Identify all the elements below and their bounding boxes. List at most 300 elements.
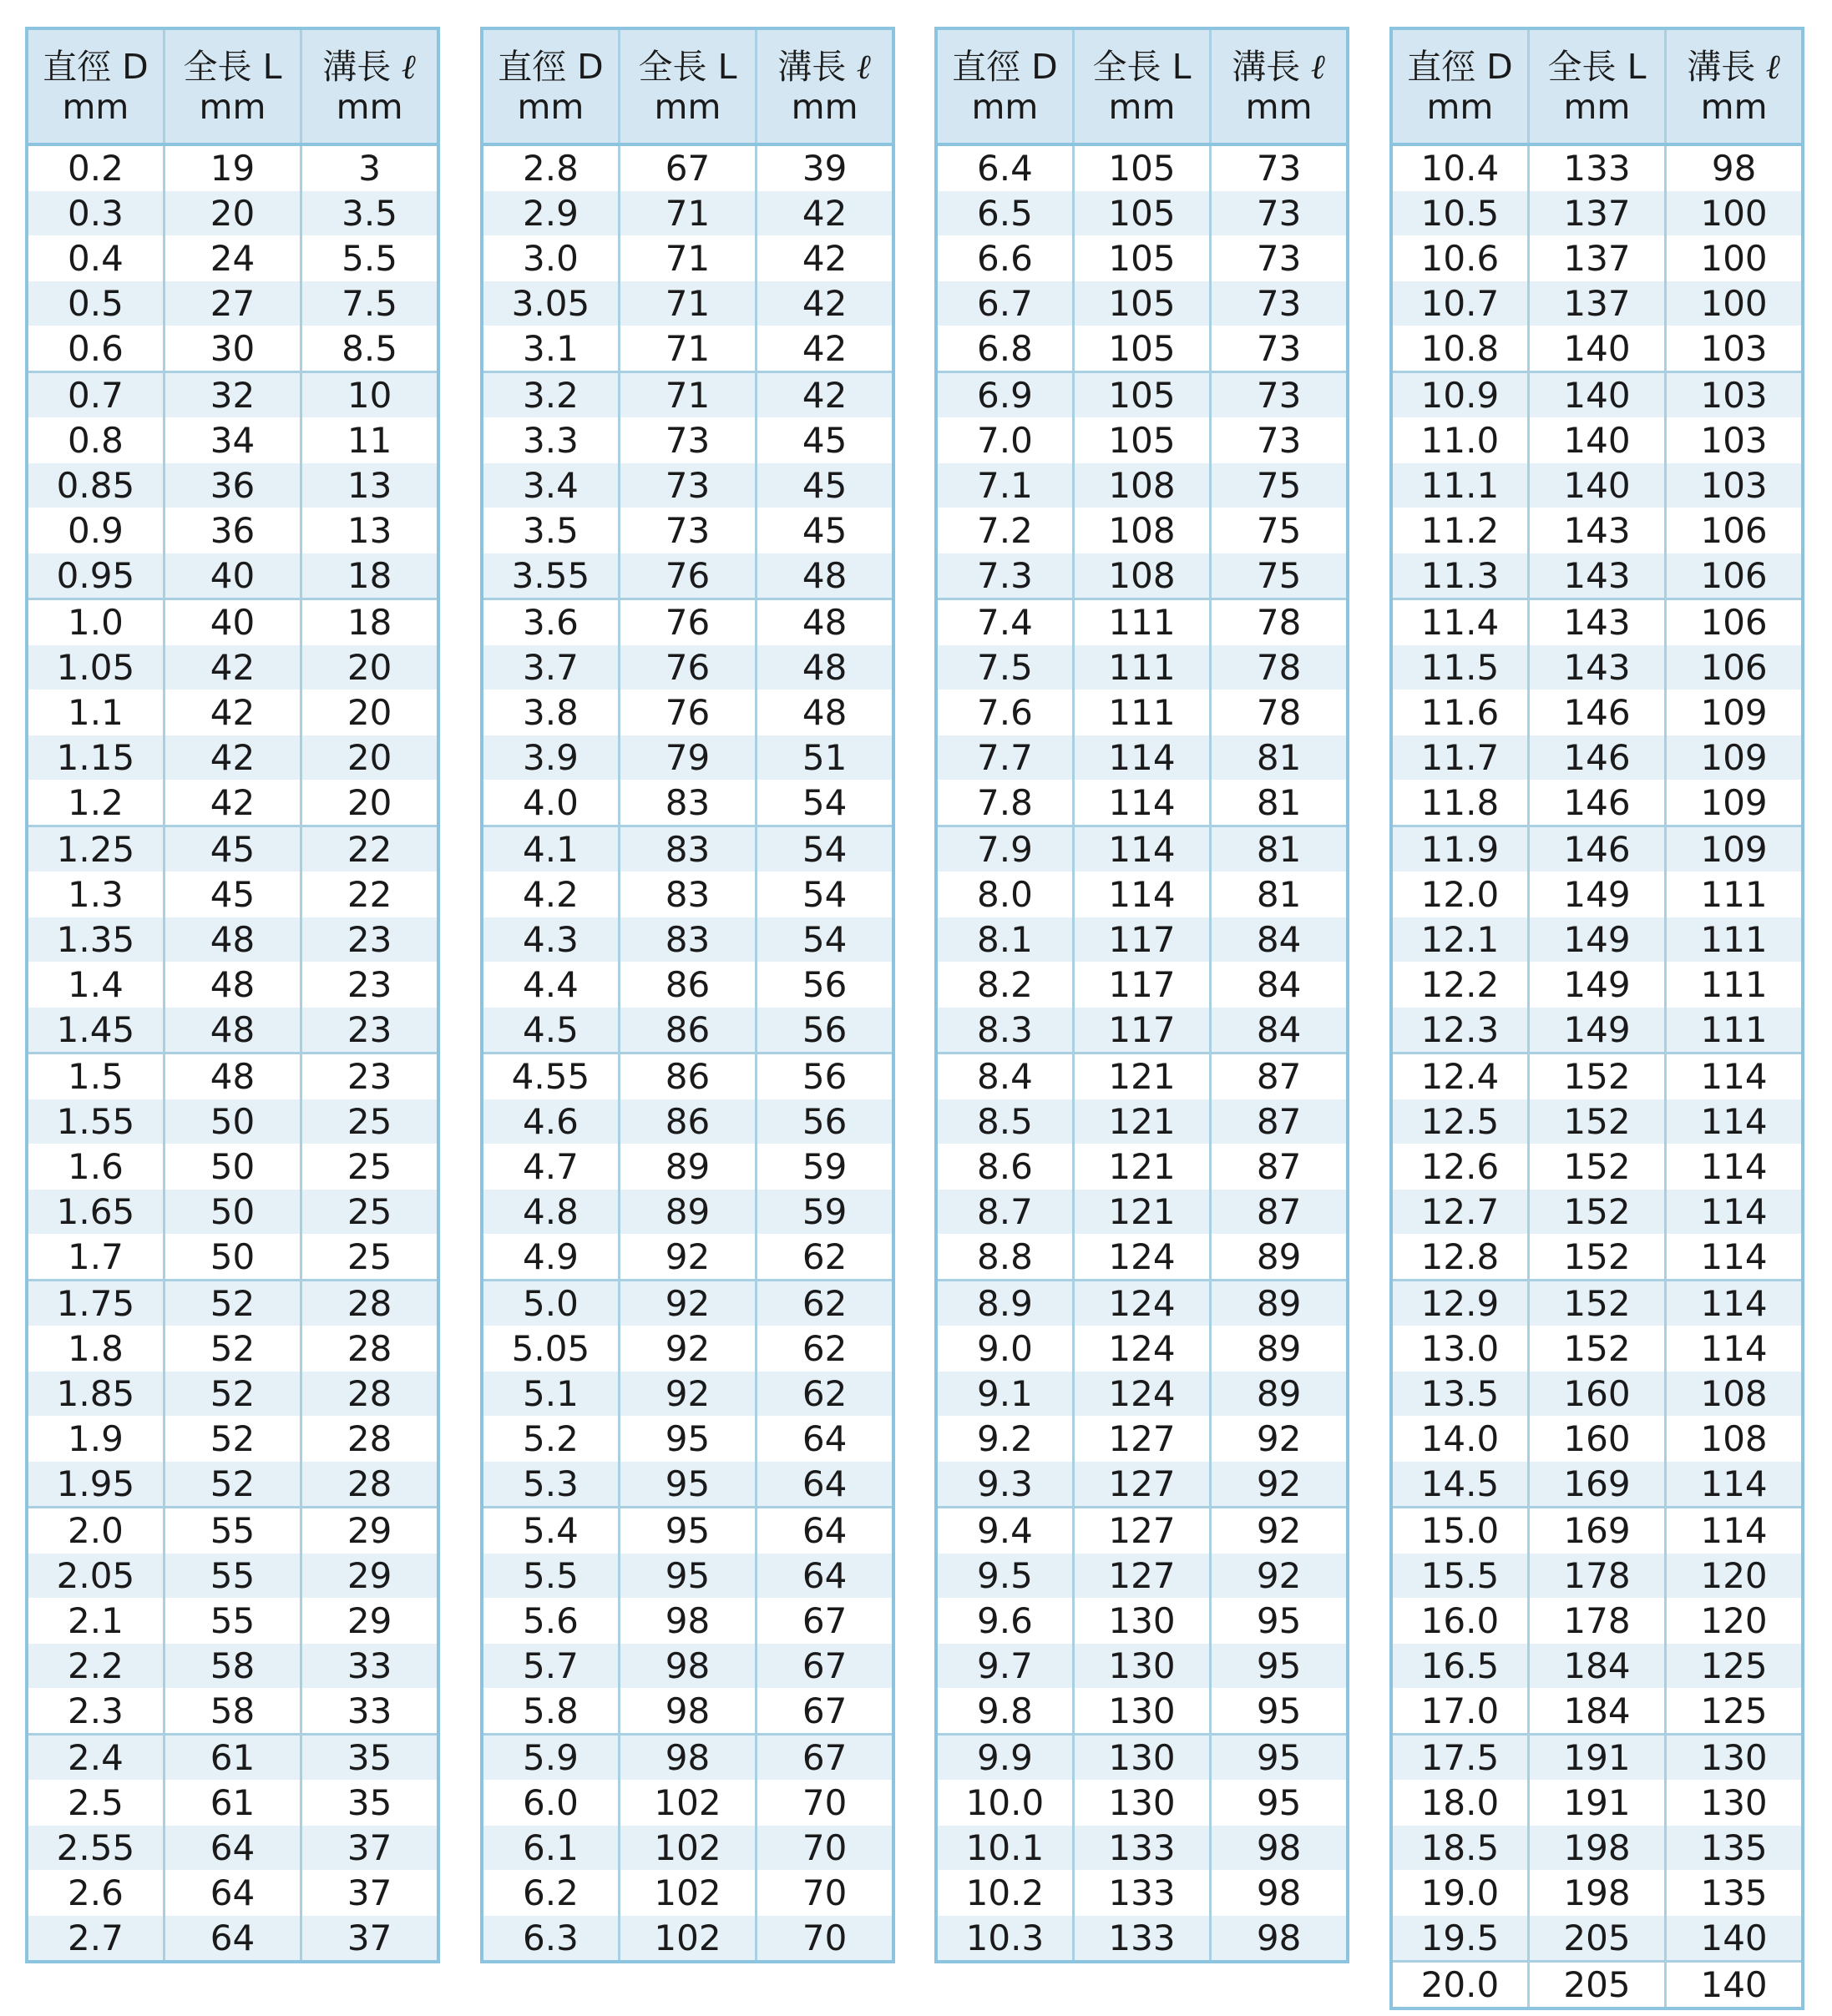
cell-flute-length: 87	[1211, 1099, 1348, 1144]
table-row	[1391, 372, 1803, 418]
cell-flute-length: 48	[757, 599, 893, 645]
cell-flute-length: 25	[301, 1144, 438, 1190]
cell-flute-length: 106	[1666, 508, 1803, 553]
cell-diameter: 11.5	[1391, 645, 1528, 690]
cell-flute-length: 87	[1211, 1190, 1348, 1235]
cell-diameter: 1.95	[27, 1462, 164, 1508]
header-total-length-label: 全長 L	[183, 46, 282, 87]
cell-flute-length: 20	[301, 735, 438, 781]
table-row	[1391, 1826, 1803, 1871]
table-row	[936, 1235, 1348, 1281]
cell-total-length: 191	[1528, 1781, 1665, 1826]
header-total-length	[1073, 28, 1210, 144]
header-unit: mm	[199, 86, 266, 127]
cell-diameter: 5.8	[482, 1689, 619, 1735]
cell-total-length: 121	[1073, 1144, 1210, 1190]
cell-diameter: 11.6	[1391, 690, 1528, 735]
cell-diameter: 12.0	[1391, 872, 1528, 917]
cell-total-length: 92	[619, 1235, 756, 1281]
cell-flute-length: 42	[757, 281, 893, 326]
cell-diameter: 9.0	[936, 1326, 1073, 1372]
cell-diameter: 19.5	[1391, 1916, 1528, 1962]
header-diameter	[1391, 28, 1528, 144]
table-row	[27, 826, 438, 872]
table-row	[936, 191, 1348, 236]
cell-flute-length: 67	[757, 1644, 893, 1689]
table-row	[482, 1281, 893, 1326]
cell-flute-length: 62	[757, 1235, 893, 1281]
cell-total-length: 102	[619, 1826, 756, 1871]
cell-flute-length: 114	[1666, 1235, 1803, 1281]
cell-diameter: 1.45	[27, 1008, 164, 1053]
cell-flute-length: 135	[1666, 1826, 1803, 1871]
cell-diameter: 7.3	[936, 553, 1073, 599]
cell-diameter: 2.4	[27, 1735, 164, 1781]
table-row	[1391, 1689, 1803, 1735]
cell-flute-length: 73	[1211, 281, 1348, 326]
header-unit: mm	[971, 86, 1039, 127]
cell-diameter: 6.8	[936, 326, 1073, 372]
cell-diameter: 2.1	[27, 1599, 164, 1644]
cell-total-length: 52	[164, 1462, 301, 1508]
table-row	[936, 1508, 1348, 1554]
cell-flute-length: 7.5	[301, 281, 438, 326]
cell-diameter: 9.5	[936, 1554, 1073, 1599]
cell-flute-length: 59	[757, 1190, 893, 1235]
table-row	[27, 1281, 438, 1326]
cell-total-length: 146	[1528, 781, 1665, 826]
table-row	[1391, 826, 1803, 872]
cell-diameter: 10.1	[936, 1826, 1073, 1871]
table-row	[27, 1871, 438, 1916]
table-row	[936, 735, 1348, 781]
cell-total-length: 89	[619, 1144, 756, 1190]
cell-diameter: 12.7	[1391, 1190, 1528, 1235]
cell-flute-length: 13	[301, 508, 438, 553]
cell-total-length: 127	[1073, 1554, 1210, 1599]
cell-diameter: 12.9	[1391, 1281, 1528, 1326]
cell-diameter: 11.2	[1391, 508, 1528, 553]
flute-length-symbol: ℓ	[857, 46, 872, 87]
table-row	[936, 1781, 1348, 1826]
table-row	[936, 1689, 1348, 1735]
cell-diameter: 6.2	[482, 1871, 619, 1916]
table-row	[1391, 463, 1803, 508]
cell-flute-length: 70	[757, 1781, 893, 1826]
cell-flute-length: 70	[757, 1826, 893, 1871]
table-row	[27, 1554, 438, 1599]
cell-total-length: 71	[619, 236, 756, 281]
cell-flute-length: 92	[1211, 1554, 1348, 1599]
cell-total-length: 117	[1073, 1008, 1210, 1053]
cell-total-length: 108	[1073, 553, 1210, 599]
cell-total-length: 124	[1073, 1235, 1210, 1281]
table-row	[936, 781, 1348, 826]
cell-diameter: 10.9	[1391, 372, 1528, 418]
header-total-length	[1528, 28, 1665, 144]
table-row	[27, 1508, 438, 1554]
table-row	[482, 1235, 893, 1281]
cell-total-length: 40	[164, 553, 301, 599]
cell-total-length: 117	[1073, 963, 1210, 1008]
cell-diameter: 8.7	[936, 1190, 1073, 1235]
cell-total-length: 105	[1073, 144, 1210, 191]
cell-total-length: 137	[1528, 191, 1665, 236]
cell-total-length: 114	[1073, 826, 1210, 872]
cell-total-length: 198	[1528, 1826, 1665, 1871]
cell-flute-length: 114	[1666, 1508, 1803, 1554]
cell-flute-length: 130	[1666, 1781, 1803, 1826]
table-row	[27, 1735, 438, 1781]
cell-total-length: 124	[1073, 1326, 1210, 1372]
cell-flute-length: 23	[301, 1008, 438, 1053]
cell-flute-length: 29	[301, 1554, 438, 1599]
cell-total-length: 130	[1073, 1689, 1210, 1735]
table-row	[27, 917, 438, 963]
table-row	[936, 963, 1348, 1008]
cell-diameter: 9.7	[936, 1644, 1073, 1689]
header-unit: mm	[336, 86, 403, 127]
header-flute-length-label: 溝長	[777, 46, 847, 87]
cell-flute-length: 73	[1211, 191, 1348, 236]
table-row	[482, 372, 893, 418]
cell-diameter: 4.55	[482, 1053, 619, 1099]
cell-diameter: 12.4	[1391, 1053, 1528, 1099]
table-row	[482, 599, 893, 645]
cell-total-length: 178	[1528, 1554, 1665, 1599]
cell-flute-length: 103	[1666, 326, 1803, 372]
cell-flute-length: 5.5	[301, 236, 438, 281]
table-row	[1391, 1235, 1803, 1281]
table-row	[936, 418, 1348, 463]
cell-total-length: 127	[1073, 1417, 1210, 1462]
cell-total-length: 102	[619, 1871, 756, 1916]
cell-total-length: 140	[1528, 463, 1665, 508]
cell-diameter: 5.7	[482, 1644, 619, 1689]
cell-flute-length: 92	[1211, 1462, 1348, 1508]
cell-flute-length: 51	[757, 735, 893, 781]
table-row	[1391, 690, 1803, 735]
cell-total-length: 98	[619, 1735, 756, 1781]
cell-flute-length: 67	[757, 1689, 893, 1735]
cell-flute-length: 28	[301, 1326, 438, 1372]
table-row	[482, 1326, 893, 1372]
cell-flute-length: 8.5	[301, 326, 438, 372]
cell-flute-length: 114	[1666, 1053, 1803, 1099]
cell-total-length: 83	[619, 781, 756, 826]
cell-flute-length: 25	[301, 1235, 438, 1281]
cell-diameter: 2.8	[482, 144, 619, 191]
cell-flute-length: 70	[757, 1871, 893, 1916]
cell-flute-length: 33	[301, 1689, 438, 1735]
cell-diameter: 20.0	[1391, 1962, 1528, 2009]
size-table-4	[1389, 27, 1804, 2010]
cell-flute-length: 81	[1211, 826, 1348, 872]
table-row	[1391, 326, 1803, 372]
table-row	[27, 326, 438, 372]
table-row	[482, 1462, 893, 1508]
header-total-length-label: 全長 L	[1092, 46, 1192, 87]
cell-total-length: 140	[1528, 372, 1665, 418]
table-row	[936, 1372, 1348, 1417]
cell-flute-length: 73	[1211, 326, 1348, 372]
table-row	[1391, 1735, 1803, 1781]
cell-total-length: 143	[1528, 599, 1665, 645]
cell-total-length: 40	[164, 599, 301, 645]
cell-flute-length: 78	[1211, 645, 1348, 690]
cell-flute-length: 59	[757, 1144, 893, 1190]
cell-flute-length: 23	[301, 917, 438, 963]
cell-diameter: 1.5	[27, 1053, 164, 1099]
table-row	[482, 690, 893, 735]
cell-diameter: 10.7	[1391, 281, 1528, 326]
header-flute-length-label: 溝長	[1232, 46, 1301, 87]
cell-total-length: 198	[1528, 1871, 1665, 1916]
table-row	[482, 735, 893, 781]
cell-flute-length: 73	[1211, 236, 1348, 281]
cell-diameter: 0.8	[27, 418, 164, 463]
table-row	[482, 1508, 893, 1554]
header-unit: mm	[654, 86, 721, 127]
cell-diameter: 8.5	[936, 1099, 1073, 1144]
cell-flute-length: 45	[757, 418, 893, 463]
cell-total-length: 86	[619, 1099, 756, 1144]
cell-diameter: 4.9	[482, 1235, 619, 1281]
cell-flute-length: 106	[1666, 599, 1803, 645]
cell-flute-length: 37	[301, 1826, 438, 1871]
cell-flute-length: 20	[301, 645, 438, 690]
cell-flute-length: 114	[1666, 1099, 1803, 1144]
cell-flute-length: 20	[301, 781, 438, 826]
cell-diameter: 11.0	[1391, 418, 1528, 463]
table-row	[482, 144, 893, 191]
header-unit: mm	[1245, 86, 1313, 127]
cell-total-length: 52	[164, 1372, 301, 1417]
cell-flute-length: 48	[757, 553, 893, 599]
table-row	[1391, 144, 1803, 191]
cell-flute-length: 28	[301, 1372, 438, 1417]
cell-total-length: 146	[1528, 826, 1665, 872]
table-row	[1391, 1008, 1803, 1053]
table-row	[27, 281, 438, 326]
header-flute-length	[1211, 28, 1348, 144]
cell-flute-length: 42	[757, 236, 893, 281]
header-unit: mm	[1563, 86, 1631, 127]
cell-flute-length: 25	[301, 1099, 438, 1144]
table-row	[482, 236, 893, 281]
cell-flute-length: 29	[301, 1508, 438, 1554]
table-row	[27, 872, 438, 917]
cell-diameter: 3.55	[482, 553, 619, 599]
cell-total-length: 130	[1073, 1735, 1210, 1781]
cell-total-length: 95	[619, 1417, 756, 1462]
cell-flute-length: 111	[1666, 1008, 1803, 1053]
table-row	[936, 508, 1348, 553]
cell-total-length: 50	[164, 1099, 301, 1144]
cell-diameter: 10.8	[1391, 326, 1528, 372]
cell-total-length: 146	[1528, 735, 1665, 781]
cell-diameter: 3.7	[482, 645, 619, 690]
cell-total-length: 32	[164, 372, 301, 418]
cell-diameter: 1.1	[27, 690, 164, 735]
table-row	[27, 1689, 438, 1735]
cell-total-length: 64	[164, 1871, 301, 1916]
cell-total-length: 121	[1073, 1099, 1210, 1144]
table-row	[1391, 872, 1803, 917]
cell-flute-length: 100	[1666, 236, 1803, 281]
header-row	[1391, 28, 1803, 144]
cell-flute-length: 28	[301, 1462, 438, 1508]
cell-diameter: 1.6	[27, 1144, 164, 1190]
table-row	[1391, 553, 1803, 599]
table-row	[27, 1099, 438, 1144]
table-row	[27, 418, 438, 463]
header-unit: mm	[1700, 86, 1768, 127]
size-table-1	[25, 27, 440, 1963]
cell-diameter: 1.35	[27, 917, 164, 963]
cell-diameter: 6.7	[936, 281, 1073, 326]
table-row	[1391, 963, 1803, 1008]
cell-diameter: 12.2	[1391, 963, 1528, 1008]
table-header	[936, 28, 1348, 144]
table-row	[27, 1599, 438, 1644]
cell-total-length: 27	[164, 281, 301, 326]
cell-diameter: 19.0	[1391, 1871, 1528, 1916]
cell-diameter: 9.4	[936, 1508, 1073, 1554]
cell-diameter: 5.0	[482, 1281, 619, 1326]
cell-diameter: 7.9	[936, 826, 1073, 872]
cell-flute-length: 25	[301, 1190, 438, 1235]
table-row	[936, 1417, 1348, 1462]
cell-flute-length: 62	[757, 1326, 893, 1372]
cell-diameter: 1.85	[27, 1372, 164, 1417]
cell-total-length: 76	[619, 553, 756, 599]
cell-diameter: 5.05	[482, 1326, 619, 1372]
cell-flute-length: 120	[1666, 1554, 1803, 1599]
cell-total-length: 184	[1528, 1689, 1665, 1735]
cell-flute-length: 100	[1666, 281, 1803, 326]
cell-total-length: 102	[619, 1781, 756, 1826]
cell-diameter: 8.1	[936, 917, 1073, 963]
table-row	[1391, 1508, 1803, 1554]
cell-total-length: 152	[1528, 1144, 1665, 1190]
cell-flute-length: 39	[757, 144, 893, 191]
table-row	[482, 917, 893, 963]
table-row	[27, 1372, 438, 1417]
cell-total-length: 61	[164, 1735, 301, 1781]
cell-diameter: 0.3	[27, 191, 164, 236]
cell-flute-length: 56	[757, 1008, 893, 1053]
cell-flute-length: 54	[757, 917, 893, 963]
cell-diameter: 2.5	[27, 1781, 164, 1826]
cell-total-length: 105	[1073, 326, 1210, 372]
cell-diameter: 2.6	[27, 1871, 164, 1916]
cell-total-length: 48	[164, 963, 301, 1008]
table-row	[1391, 781, 1803, 826]
cell-flute-length: 64	[757, 1462, 893, 1508]
header-total-length-label: 全長 L	[1547, 46, 1647, 87]
cell-diameter: 2.2	[27, 1644, 164, 1689]
header-diameter	[27, 28, 164, 144]
cell-total-length: 133	[1073, 1826, 1210, 1871]
cell-flute-length: 73	[1211, 418, 1348, 463]
cell-diameter: 3.05	[482, 281, 619, 326]
cell-diameter: 0.6	[27, 326, 164, 372]
cell-flute-length: 87	[1211, 1053, 1348, 1099]
cell-flute-length: 81	[1211, 735, 1348, 781]
table-row	[1391, 1053, 1803, 1099]
cell-flute-length: 78	[1211, 599, 1348, 645]
header-diameter-label: 直徑 D	[1407, 46, 1513, 87]
cell-flute-length: 103	[1666, 418, 1803, 463]
cell-diameter: 9.8	[936, 1689, 1073, 1735]
header-unit: mm	[517, 86, 585, 127]
cell-total-length: 98	[619, 1644, 756, 1689]
cell-total-length: 42	[164, 735, 301, 781]
cell-total-length: 76	[619, 645, 756, 690]
cell-diameter: 17.0	[1391, 1689, 1528, 1735]
cell-diameter: 3.5	[482, 508, 619, 553]
cell-total-length: 67	[619, 144, 756, 191]
flute-length-symbol: ℓ	[1311, 46, 1326, 87]
table-row	[27, 553, 438, 599]
cell-flute-length: 89	[1211, 1372, 1348, 1417]
cell-diameter: 2.55	[27, 1826, 164, 1871]
cell-flute-length: 33	[301, 1644, 438, 1689]
cell-diameter: 11.7	[1391, 735, 1528, 781]
table-row	[27, 1417, 438, 1462]
table-row	[1391, 1099, 1803, 1144]
cell-total-length: 111	[1073, 645, 1210, 690]
cell-diameter: 2.9	[482, 191, 619, 236]
cell-total-length: 50	[164, 1190, 301, 1235]
cell-flute-length: 22	[301, 872, 438, 917]
table-row	[1391, 1554, 1803, 1599]
cell-total-length: 140	[1528, 418, 1665, 463]
cell-flute-length: 70	[757, 1916, 893, 1963]
cell-total-length: 149	[1528, 963, 1665, 1008]
cell-total-length: 86	[619, 963, 756, 1008]
cell-total-length: 92	[619, 1372, 756, 1417]
cell-flute-length: 140	[1666, 1962, 1803, 2009]
cell-total-length: 130	[1073, 1599, 1210, 1644]
cell-flute-length: 56	[757, 963, 893, 1008]
cell-total-length: 42	[164, 645, 301, 690]
cell-diameter: 2.0	[27, 1508, 164, 1554]
table-row	[482, 1053, 893, 1099]
cell-total-length: 83	[619, 917, 756, 963]
cell-flute-length: 54	[757, 781, 893, 826]
cell-total-length: 64	[164, 1916, 301, 1963]
cell-diameter: 11.8	[1391, 781, 1528, 826]
cell-total-length: 95	[619, 1508, 756, 1554]
cell-total-length: 86	[619, 1053, 756, 1099]
table-row	[482, 1689, 893, 1735]
cell-diameter: 17.5	[1391, 1735, 1528, 1781]
table-row	[482, 1554, 893, 1599]
cell-diameter: 3.6	[482, 599, 619, 645]
cell-total-length: 92	[619, 1281, 756, 1326]
table-row	[482, 1099, 893, 1144]
cell-total-length: 114	[1073, 781, 1210, 826]
cell-flute-length: 103	[1666, 463, 1803, 508]
cell-flute-length: 35	[301, 1735, 438, 1781]
table-row	[1391, 917, 1803, 963]
table-row	[1391, 281, 1803, 326]
table-row	[27, 191, 438, 236]
cell-total-length: 143	[1528, 553, 1665, 599]
cell-total-length: 95	[619, 1554, 756, 1599]
